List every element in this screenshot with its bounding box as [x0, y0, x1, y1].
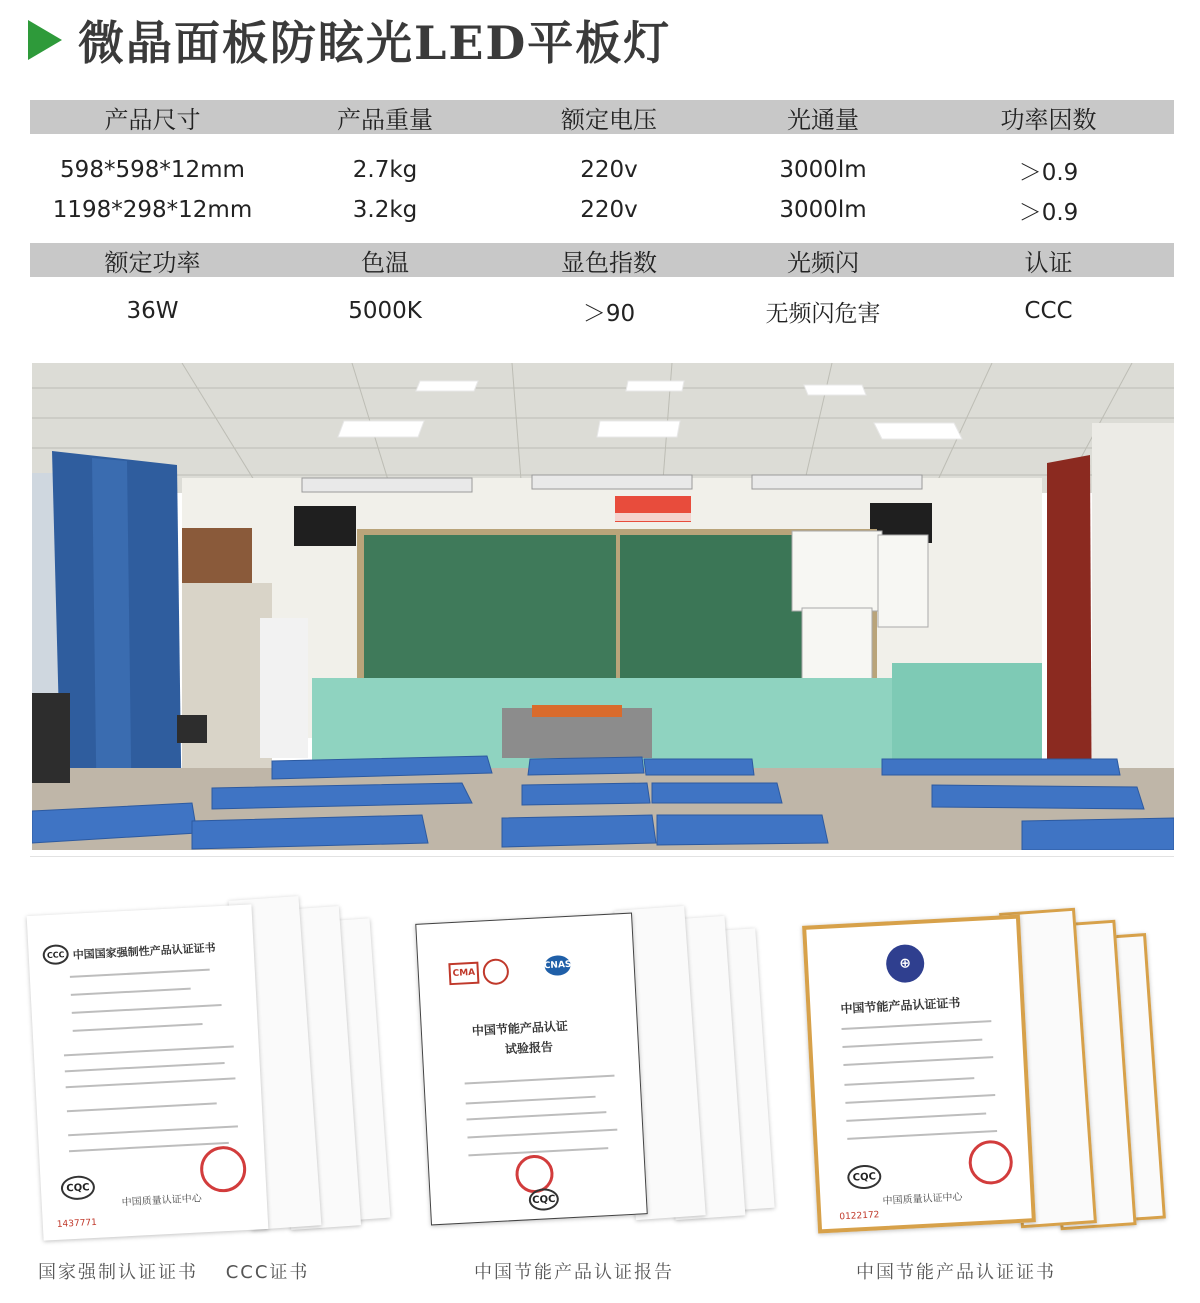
play-arrow-icon [28, 20, 62, 60]
speaker-left [294, 506, 356, 546]
table-row [30, 150, 1174, 190]
certificate-title: 中国节能产品认证 [471, 1019, 569, 1039]
certificate-energy-report [415, 880, 785, 1260]
table-cell: 2.7kg [352, 157, 418, 183]
header-cell: 额定电压 [561, 105, 657, 134]
classroom-photo [32, 363, 1174, 850]
certificate-caption: 国家强制认证证书 CCC证书 [38, 1262, 310, 1283]
cabinet [182, 528, 252, 583]
header-cell: 光频闪 [787, 248, 859, 277]
certificate-serial: 1437771 [56, 1217, 98, 1230]
chalkboard-left [364, 535, 616, 691]
spec-table-2 [30, 243, 1174, 331]
table-row [30, 291, 1174, 331]
table-cell: ＞90 [582, 300, 636, 327]
certificate-serial: 0122172 [839, 1210, 880, 1223]
page-title: 微晶面板防眩光LED平板灯 [78, 16, 672, 70]
table-cell: 3000lm [779, 157, 867, 183]
table-row [30, 190, 1174, 230]
header-cell: 显色指数 [561, 248, 657, 277]
energy-saving-logo-icon: ⊕ [885, 944, 925, 984]
spec-table-header [30, 243, 1174, 277]
table-cell: 5000K [348, 298, 422, 324]
issuer-name: 中国质量认证中心 [121, 1193, 202, 1209]
table-cell: 220v [580, 157, 638, 183]
certificate-title: 中国节能产品认证证书 [840, 995, 961, 1017]
issuer-name: 中国质量认证中心 [882, 1191, 963, 1208]
table-cell: 无频闪危害 [765, 300, 881, 327]
shelf [182, 583, 272, 793]
table-cell: ＞0.9 [1018, 199, 1079, 226]
table-cell: 598*598*12mm [60, 157, 245, 183]
cqc-logo-icon: CQC [847, 1164, 882, 1190]
table-cell: 1198*298*12mm [52, 197, 253, 223]
table-cell: 220v [580, 197, 638, 223]
certificate-subtitle: 试验报告 [504, 1039, 554, 1057]
ccc-mark-icon: CCC [42, 944, 69, 965]
red-seal-stamp [968, 1139, 1014, 1185]
cqc-logo-icon: CQC [528, 1188, 559, 1212]
table-cell: 3.2kg [352, 197, 418, 223]
certificate-front-sheet [415, 913, 648, 1226]
wall-light-fixtures [302, 475, 922, 492]
header-cell: 额定功率 [104, 248, 201, 277]
red-seal-stamp [199, 1145, 247, 1193]
certificate-ccc [30, 880, 400, 1260]
section-divider [30, 856, 1174, 857]
cnas-logo-icon: CNAS [544, 955, 571, 976]
spec-table-1 [30, 100, 1174, 230]
header-cell: 产品重量 [337, 105, 433, 134]
header-cell: 认证 [1024, 248, 1073, 277]
certificate-title: 中国国家强制性产品认证证书 [72, 941, 216, 962]
table-cell: 3000lm [779, 197, 867, 223]
page-title-row [28, 8, 671, 72]
cma-logo-icon: CMA [448, 962, 479, 986]
air-conditioner [260, 618, 308, 758]
table-cell: ＞0.9 [1018, 159, 1079, 186]
certificate-caption: 中国节能产品认证证书 [856, 1262, 1056, 1283]
table-cell: CCC [1024, 298, 1073, 324]
header-cell: 光通量 [787, 105, 859, 134]
header-cell: 色温 [361, 248, 409, 277]
spec-table-header [30, 100, 1174, 134]
certificate-front-sheet [27, 904, 269, 1240]
certificate-caption: 中国节能产品认证报告 [474, 1262, 674, 1283]
table-cell: 36W [126, 298, 179, 324]
header-cell: 产品尺寸 [104, 105, 201, 134]
classroom-illustration [32, 363, 1174, 850]
accreditation-logo-icon [482, 958, 509, 985]
certificate-energy-cert [800, 880, 1170, 1260]
header-cell: 功率因数 [1000, 105, 1097, 134]
certificate-front-sheet [802, 915, 1036, 1234]
cqc-logo-icon: CQC [60, 1175, 95, 1201]
